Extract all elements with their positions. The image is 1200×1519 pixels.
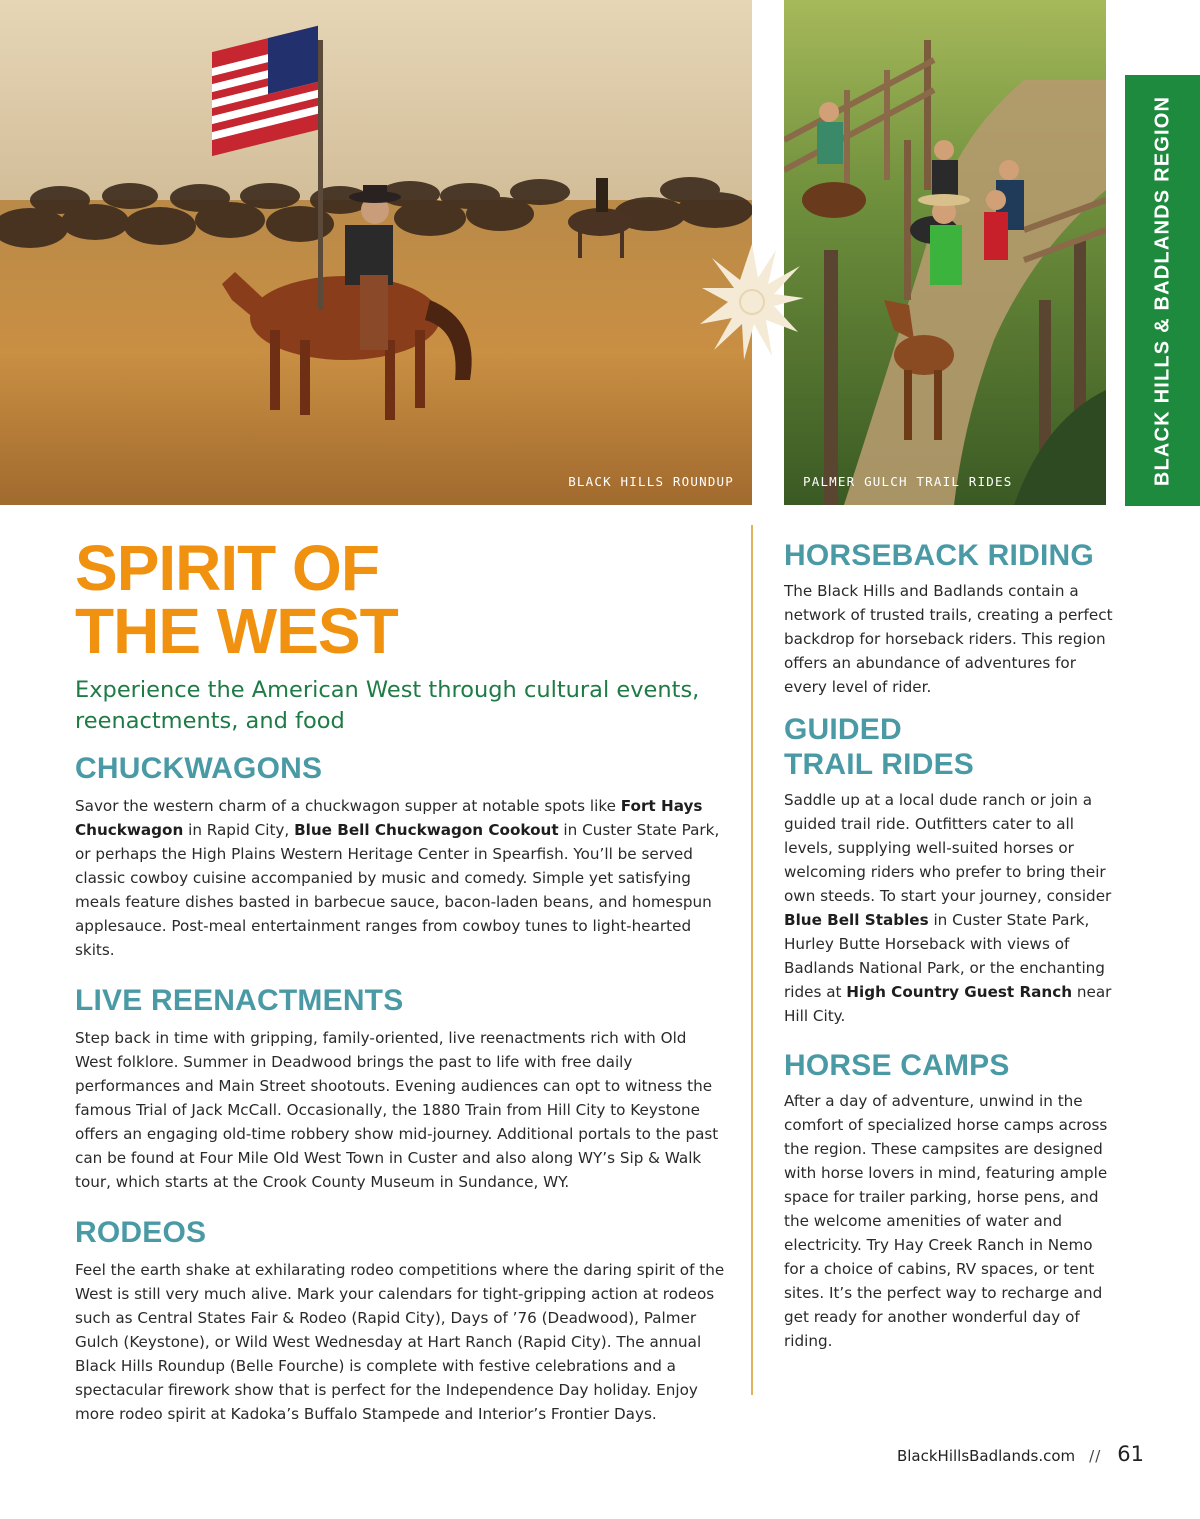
trail-rides-photo bbox=[784, 0, 1106, 505]
text-run: near Hill City. bbox=[784, 983, 1112, 1025]
photo-caption: BLACK HILLS ROUNDUP bbox=[568, 474, 734, 489]
text-run: in Rapid City, bbox=[183, 821, 295, 839]
venue-name: Blue Bell Chuckwagon Cookout bbox=[294, 821, 559, 839]
region-tab bbox=[1125, 75, 1200, 506]
left-column bbox=[75, 532, 725, 1426]
page-title bbox=[75, 532, 725, 667]
trail-rides-illustration bbox=[784, 0, 1106, 505]
heading-line: GUIDED bbox=[784, 713, 902, 746]
section-heading-chuckwagons: CHUCKWAGONS bbox=[75, 752, 323, 785]
chuckwagons-text bbox=[75, 794, 725, 962]
page-subtitle: Experience the American West through cultural events, reenactments, and food bbox=[75, 677, 700, 734]
venue-name: High Country Guest Ranch bbox=[846, 983, 1073, 1001]
page-footer bbox=[897, 1442, 1144, 1466]
roundup-photo bbox=[0, 0, 752, 505]
section-heading-camps: HORSE CAMPS bbox=[784, 1049, 1010, 1082]
page-number: 61 bbox=[1117, 1442, 1144, 1466]
section-heading-guided bbox=[784, 712, 1114, 782]
rodeos-text: Feel the earth shake at exhilarating rodeo competitions where the daring spirit of the West is still very much alive. Mark your calendars for tight-gripping action at rodeos such as Central States Fair & Rodeo (Rapid City), Days of ’76 (Deadwood), Palmer Gulch (Keystone), or Wild West Wednesday at Hart Ranch (Rapid City). The annual Black Hills Roundup (Belle Fourche) is complete with festive celebrations and a spectacular firework show that is perfect for the Independence Day holiday. Enjoy more rodeo spirit at Kadoka’s Buffalo Stampede and Interior’s Frontier Days. bbox=[75, 1261, 725, 1423]
section-heading-rodeos: RODEOS bbox=[75, 1216, 207, 1249]
text-run: Savor the western charm of a chuckwagon supper at notable spots like bbox=[75, 797, 621, 815]
horseback-text: The Black Hills and Badlands contain a network of trusted trails, creating a perfect backdrop for horseback riders. This region offers an abundance of adventures for every level of rider. bbox=[784, 582, 1113, 696]
title-line: SPIRIT OF bbox=[75, 532, 379, 604]
text-run: in Custer State Park, or perhaps the High Plains Western Heritage Center in Spearfish. You’ll be served classic cowboy cuisine accompanied by music and comedy. Simple yet satisfying meals feature dishes basted in barbecue sauce, bacon-laden beans, and homespun applesauce. Post-meal entertainment ranges from cowboy tunes to light-hearted skits. bbox=[75, 821, 720, 959]
guided-text bbox=[784, 788, 1114, 1028]
roundup-illustration bbox=[0, 0, 752, 505]
reenactments-text: Step back in time with gripping, family-oriented, live reenactments rich with Old West folklore. Summer in Deadwood brings the past to life with free daily performances and Main Street shootouts. Evening audiences can opt to witness the famous Trial of Jack McCall. Occasionally, the 1880 Train from Hill City to Keystone offers an engaging old-time robbery show mid-journey. Additional portals to the past can be found at Four Mile Old West Town in Custer and also along WY’s Sip & Walk tour, which starts at the Crook County Museum in Sundance, WY. bbox=[75, 1029, 719, 1191]
heading-line: TRAIL RIDES bbox=[784, 748, 974, 781]
camps-text: After a day of adventure, unwind in the comfort of specialized horse camps across the region. These campsites are designed with horse lovers in mind, featuring ample space for trailer parking, horse pens, and the welcome amenities of water and electricity. Try Hay Creek Ranch in Nemo for a choice of cabins, RV spaces, or tent sites. It’s the perfect way to recharge and get ready for another wonderful day of riding. bbox=[784, 1092, 1108, 1350]
sun-icon bbox=[698, 240, 806, 364]
footer-separator: // bbox=[1089, 1447, 1102, 1465]
section-heading-horseback: HORSEBACK RIDING bbox=[784, 539, 1094, 572]
website-link[interactable]: BlackHillsBadlands.com bbox=[896, 1447, 1076, 1465]
section-heading-reenactments: LIVE REENACTMENTS bbox=[75, 984, 404, 1017]
right-column bbox=[784, 538, 1114, 1353]
text-run: in Custer State Park, Hurley Butte Horseback with views of Badlands National Park, or the enchanting rides at bbox=[784, 911, 1105, 1001]
text-run: Saddle up at a local dude ranch or join a guided trail ride. Outfitters cater to all levels, supplying well-suited horses or welcoming riders who prefer to bring their own steeds. To start your journey, consider bbox=[784, 791, 1112, 905]
title-line: THE WEST bbox=[75, 595, 398, 667]
photo-caption: PALMER GULCH TRAIL RIDES bbox=[803, 474, 1013, 489]
column-divider bbox=[751, 525, 753, 1395]
region-tab-label: BLACK HILLS & BADLANDS REGION bbox=[1151, 95, 1173, 486]
venue-name: Blue Bell Stables bbox=[784, 911, 929, 929]
venue-name: Fort Hays Chuckwagon bbox=[75, 797, 703, 839]
